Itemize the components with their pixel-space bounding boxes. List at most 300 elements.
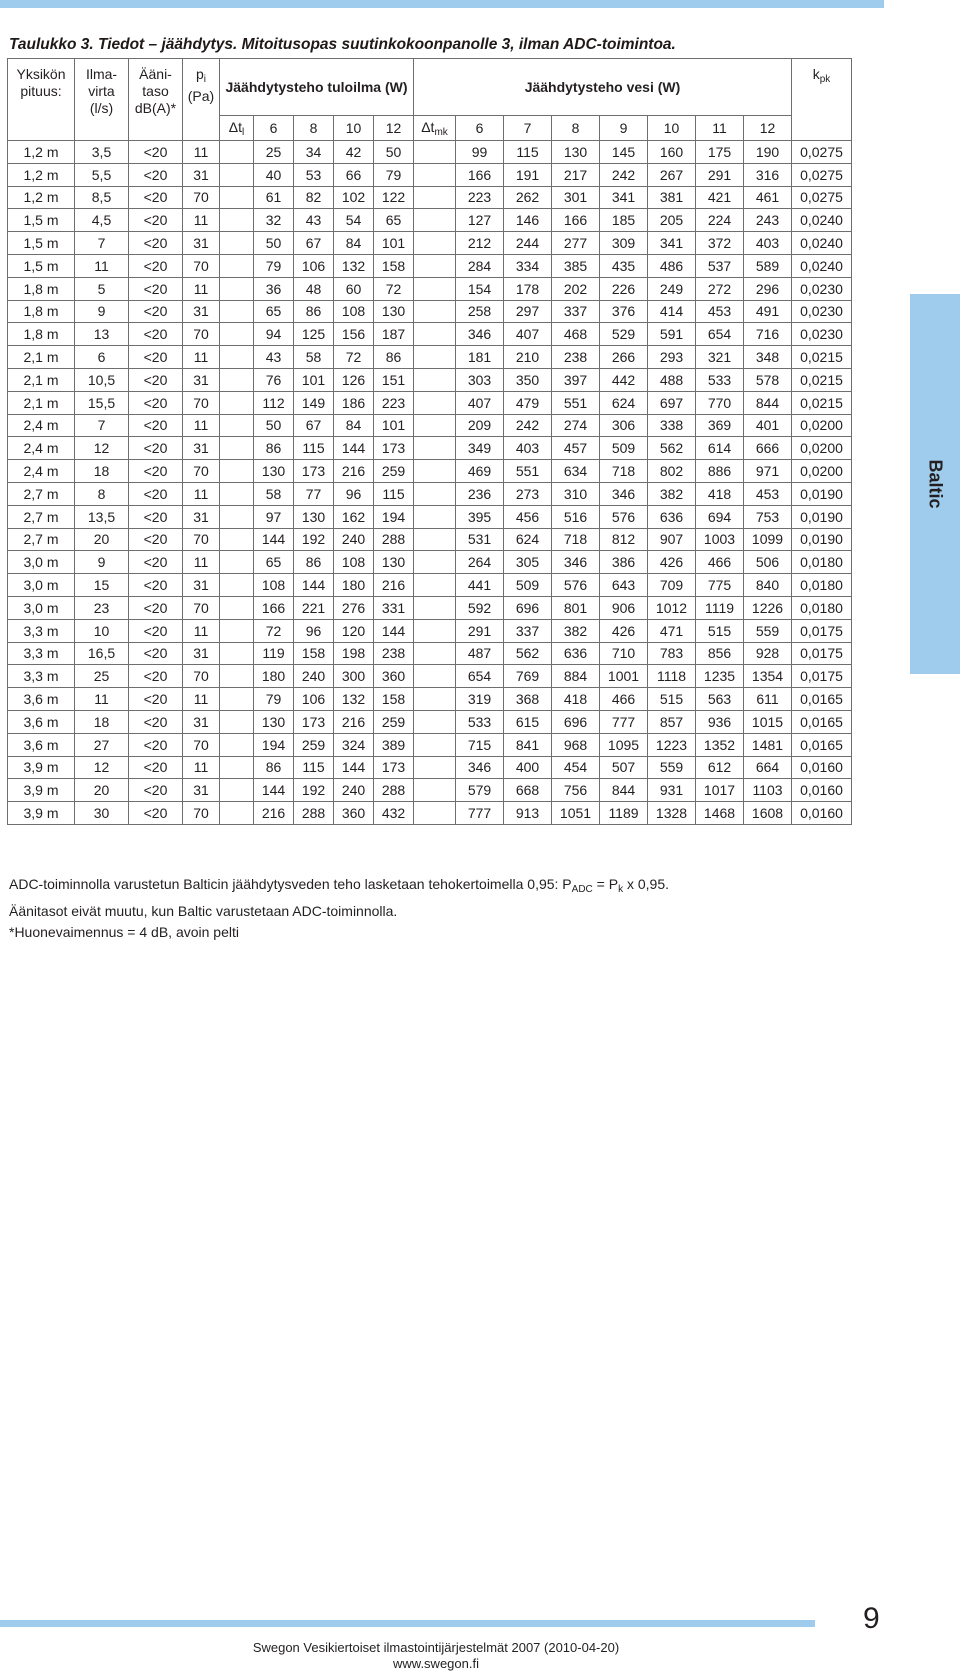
table-cell: 67: [294, 414, 334, 437]
header-air-dt-value: 12: [374, 116, 414, 141]
table-cell: 15,5: [75, 391, 129, 414]
table-cell: <20: [129, 528, 183, 551]
table-cell: [414, 209, 456, 232]
table-cell: 216: [374, 574, 414, 597]
table-cell: 403: [744, 232, 792, 255]
table-cell: <20: [129, 779, 183, 802]
table-cell: 1,8 m: [8, 277, 75, 300]
table-cell: [414, 186, 456, 209]
table-cell: 166: [552, 209, 600, 232]
table-cell: 31: [183, 642, 220, 665]
table-cell: 971: [744, 460, 792, 483]
table-cell: 1,2 m: [8, 186, 75, 209]
table-cell: [414, 437, 456, 460]
table-cell: 0,0180: [792, 574, 852, 597]
table-cell: 756: [552, 779, 600, 802]
table-cell: [414, 482, 456, 505]
table-cell: <20: [129, 346, 183, 369]
table-cell: 70: [183, 596, 220, 619]
table-cell: 50: [254, 232, 294, 255]
table-cell: 1354: [744, 665, 792, 688]
table-cell: 1226: [744, 596, 792, 619]
table-cell: 146: [504, 209, 552, 232]
table-cell: [220, 551, 254, 574]
table-cell: 0,0230: [792, 300, 852, 323]
table-cell: 70: [183, 254, 220, 277]
table-cell: 515: [648, 688, 696, 711]
table-cell: 192: [294, 779, 334, 802]
table-cell: 223: [456, 186, 504, 209]
table-cell: 1481: [744, 733, 792, 756]
header-water-dt-value: 6: [456, 116, 504, 141]
table-cell: 1223: [648, 733, 696, 756]
table-cell: 3,6 m: [8, 688, 75, 711]
table-cell: 127: [456, 209, 504, 232]
table-cell: [220, 368, 254, 391]
table-cell: 777: [600, 710, 648, 733]
table-cell: [414, 688, 456, 711]
table-cell: 11: [183, 688, 220, 711]
table-cell: 634: [552, 460, 600, 483]
header-water-dt-value: 12: [744, 116, 792, 141]
table-cell: 2,1 m: [8, 391, 75, 414]
table-cell: 144: [254, 779, 294, 802]
table-cell: 1,2 m: [8, 141, 75, 164]
table-row: [8, 209, 852, 232]
table-cell: 48: [294, 277, 334, 300]
table-cell: [414, 163, 456, 186]
table-cell: 0,0275: [792, 186, 852, 209]
table-cell: 668: [504, 779, 552, 802]
table-cell: 360: [334, 802, 374, 825]
top-accent-bar: [0, 0, 884, 8]
table-cell: 25: [75, 665, 129, 688]
table-cell: <20: [129, 756, 183, 779]
table-cell: 70: [183, 323, 220, 346]
table-cell: 11: [183, 277, 220, 300]
table-cell: [414, 254, 456, 277]
table-cell: [414, 733, 456, 756]
table-cell: 84: [334, 232, 374, 255]
table-cell: 435: [600, 254, 648, 277]
table-cell: 506: [744, 551, 792, 574]
table-cell: <20: [129, 551, 183, 574]
note-adc: ADC-toiminnolla varustetun Balticin jäähdytysveden teho lasketaan tehokertoimella 0,95: $P_{ADC} = P_k$ x 0,95.: [9, 876, 669, 895]
table-title: Taulukko 3. Tiedot – jäähdytys. Mitoitusopas suutinkokoonpanolle 3, ilman ADC-toimintoa.: [9, 36, 676, 53]
table-cell: 559: [744, 619, 792, 642]
table-cell: 96: [294, 619, 334, 642]
header-water-dt-value: 7: [504, 116, 552, 141]
table-cell: 697: [648, 391, 696, 414]
table-cell: 9: [75, 300, 129, 323]
table-cell: 0,0180: [792, 551, 852, 574]
table-cell: 2,7 m: [8, 505, 75, 528]
table-cell: 66: [334, 163, 374, 186]
table-cell: 487: [456, 642, 504, 665]
table-cell: 0,0215: [792, 391, 852, 414]
table-cell: 491: [744, 300, 792, 323]
table-cell: 61: [254, 186, 294, 209]
table-cell: 259: [374, 460, 414, 483]
table-cell: 456: [504, 505, 552, 528]
table-cell: 1189: [600, 802, 648, 825]
header-delta-t-water: $\Delta t_{mk}$: [414, 116, 456, 141]
table-cell: [220, 528, 254, 551]
table-row: [8, 596, 852, 619]
table-cell: 579: [456, 779, 504, 802]
table-cell: [220, 460, 254, 483]
table-cell: 130: [294, 505, 334, 528]
table-cell: 397: [552, 368, 600, 391]
table-cell: 244: [504, 232, 552, 255]
table-cell: 122: [374, 186, 414, 209]
table-cell: 533: [456, 710, 504, 733]
table-cell: 181: [456, 346, 504, 369]
table-cell: [414, 232, 456, 255]
table-cell: 173: [374, 756, 414, 779]
table-cell: 488: [648, 368, 696, 391]
table-cell: 240: [334, 779, 374, 802]
table-cell: 337: [552, 300, 600, 323]
table-cell: 3,9 m: [8, 756, 75, 779]
header-group-water: Jäähdytysteho vesi (W): [414, 59, 792, 116]
table-cell: 11: [183, 209, 220, 232]
table-cell: 145: [600, 141, 648, 164]
table-cell: 551: [552, 391, 600, 414]
table-cell: [220, 574, 254, 597]
table-cell: 346: [600, 482, 648, 505]
table-cell: [414, 665, 456, 688]
table-cell: <20: [129, 437, 183, 460]
table-cell: 2,4 m: [8, 460, 75, 483]
table-row: [8, 368, 852, 391]
table-cell: 94: [254, 323, 294, 346]
table-cell: 202: [552, 277, 600, 300]
table-cell: 205: [648, 209, 696, 232]
table-cell: 2,4 m: [8, 437, 75, 460]
table-cell: 801: [552, 596, 600, 619]
table-cell: 715: [456, 733, 504, 756]
table-cell: 840: [744, 574, 792, 597]
table-cell: 461: [744, 186, 792, 209]
table-cell: 3,3 m: [8, 619, 75, 642]
table-cell: 0,0230: [792, 277, 852, 300]
note-sound: Äänitasot eivät muutu, kun Baltic varustetaan ADC-toiminnolla.: [9, 902, 398, 919]
table-cell: 4,5: [75, 209, 129, 232]
table-cell: 108: [334, 300, 374, 323]
table-cell: <20: [129, 733, 183, 756]
table-row: [8, 551, 852, 574]
table-cell: 1608: [744, 802, 792, 825]
table-cell: <20: [129, 323, 183, 346]
table-cell: 0,0200: [792, 437, 852, 460]
table-row: [8, 460, 852, 483]
table-cell: 31: [183, 163, 220, 186]
table-cell: 70: [183, 528, 220, 551]
table-cell: 102: [334, 186, 374, 209]
table-cell: <20: [129, 209, 183, 232]
table-cell: 0,0240: [792, 232, 852, 255]
table-cell: 166: [254, 596, 294, 619]
table-cell: 1,5 m: [8, 232, 75, 255]
table-cell: 346: [552, 551, 600, 574]
table-cell: [414, 277, 456, 300]
table-cell: 296: [744, 277, 792, 300]
table-cell: 266: [600, 346, 648, 369]
table-cell: 968: [552, 733, 600, 756]
table-cell: 16,5: [75, 642, 129, 665]
table-cell: <20: [129, 141, 183, 164]
table-cell: <20: [129, 186, 183, 209]
table-cell: 559: [648, 756, 696, 779]
table-cell: 360: [374, 665, 414, 688]
table-cell: [220, 505, 254, 528]
table-cell: 223: [374, 391, 414, 414]
table-cell: 50: [254, 414, 294, 437]
table-cell: 132: [334, 254, 374, 277]
table-cell: 65: [254, 551, 294, 574]
cooling-data-table: [7, 58, 852, 825]
table-cell: 212: [456, 232, 504, 255]
table-cell: <20: [129, 665, 183, 688]
table-cell: 86: [254, 756, 294, 779]
table-cell: 31: [183, 300, 220, 323]
table-cell: 190: [744, 141, 792, 164]
table-cell: 9: [75, 551, 129, 574]
table-cell: 612: [696, 756, 744, 779]
table-row: [8, 710, 852, 733]
table-cell: 306: [600, 414, 648, 437]
table-cell: 479: [504, 391, 552, 414]
table-cell: 382: [648, 482, 696, 505]
table-cell: 77: [294, 482, 334, 505]
side-tab-label: Baltic: [925, 459, 946, 509]
table-cell: 216: [254, 802, 294, 825]
table-body: [8, 141, 852, 825]
table-cell: 259: [374, 710, 414, 733]
table-cell: 457: [552, 437, 600, 460]
table-cell: 753: [744, 505, 792, 528]
table-row: [8, 232, 852, 255]
table-row: [8, 505, 852, 528]
table-cell: 192: [294, 528, 334, 551]
table-cell: 509: [504, 574, 552, 597]
table-cell: 194: [254, 733, 294, 756]
table-cell: [220, 346, 254, 369]
table-cell: 0,0190: [792, 505, 852, 528]
table-cell: 1012: [648, 596, 696, 619]
table-cell: 592: [456, 596, 504, 619]
table-cell: 716: [744, 323, 792, 346]
table-cell: 0,0175: [792, 619, 852, 642]
header-water-dt-value: 8: [552, 116, 600, 141]
table-cell: 84: [334, 414, 374, 437]
table-cell: 471: [648, 619, 696, 642]
header-unit-length: Yksikön pituus:: [8, 59, 75, 141]
table-cell: 36: [254, 277, 294, 300]
table-cell: 276: [334, 596, 374, 619]
table-cell: 936: [696, 710, 744, 733]
table-cell: 624: [600, 391, 648, 414]
table-cell: 144: [334, 437, 374, 460]
table-cell: 1103: [744, 779, 792, 802]
table-cell: 418: [696, 482, 744, 505]
table-cell: 775: [696, 574, 744, 597]
table-cell: 30: [75, 802, 129, 825]
table-cell: 1051: [552, 802, 600, 825]
table-cell: 841: [504, 733, 552, 756]
table-cell: [220, 391, 254, 414]
table-cell: 185: [600, 209, 648, 232]
table-cell: 578: [744, 368, 792, 391]
table-row: [8, 779, 852, 802]
table-cell: 115: [504, 141, 552, 164]
table-cell: 709: [648, 574, 696, 597]
table-cell: <20: [129, 596, 183, 619]
table-cell: 407: [504, 323, 552, 346]
table-cell: 913: [504, 802, 552, 825]
table-cell: <20: [129, 414, 183, 437]
table-cell: 224: [696, 209, 744, 232]
table-row: [8, 482, 852, 505]
table-cell: 349: [456, 437, 504, 460]
header-air-dt-value: 8: [294, 116, 334, 141]
table-cell: 101: [294, 368, 334, 391]
table-cell: 106: [294, 688, 334, 711]
table-cell: 144: [254, 528, 294, 551]
table-cell: 130: [374, 300, 414, 323]
table-cell: 515: [696, 619, 744, 642]
table-cell: 857: [648, 710, 696, 733]
table-cell: 0,0165: [792, 688, 852, 711]
table-cell: [414, 414, 456, 437]
table-cell: 72: [254, 619, 294, 642]
table-cell: 453: [744, 482, 792, 505]
table-cell: 562: [648, 437, 696, 460]
table-cell: 589: [744, 254, 792, 277]
table-cell: 718: [600, 460, 648, 483]
header-delta-t-air: $\Delta t_l$: [220, 116, 254, 141]
table-cell: 531: [456, 528, 504, 551]
table-cell: 418: [552, 688, 600, 711]
table-row: [8, 254, 852, 277]
table-cell: 624: [504, 528, 552, 551]
table-cell: 175: [696, 141, 744, 164]
table-cell: 99: [456, 141, 504, 164]
table-row: [8, 642, 852, 665]
table-cell: 654: [456, 665, 504, 688]
table-cell: 173: [294, 460, 334, 483]
table-row: [8, 756, 852, 779]
table-cell: 385: [552, 254, 600, 277]
table-cell: 310: [552, 482, 600, 505]
table-cell: 441: [456, 574, 504, 597]
table-cell: 2,1 m: [8, 368, 75, 391]
table-cell: 0,0175: [792, 665, 852, 688]
table-cell: 11: [75, 254, 129, 277]
table-cell: 144: [374, 619, 414, 642]
table-cell: 180: [334, 574, 374, 597]
table-cell: 0,0160: [792, 756, 852, 779]
table-cell: 346: [456, 756, 504, 779]
table-cell: [220, 209, 254, 232]
table-cell: [220, 733, 254, 756]
table-cell: 3,0 m: [8, 596, 75, 619]
table-cell: 303: [456, 368, 504, 391]
table-cell: 79: [374, 163, 414, 186]
table-cell: 372: [696, 232, 744, 255]
table-cell: 11: [183, 414, 220, 437]
header-group-supply-air: Jäähdytysteho tuloilma (W): [220, 59, 414, 116]
table-cell: 173: [294, 710, 334, 733]
table-cell: 217: [552, 163, 600, 186]
table-cell: 130: [254, 710, 294, 733]
table-cell: 469: [456, 460, 504, 483]
table-cell: 537: [696, 254, 744, 277]
table-cell: <20: [129, 277, 183, 300]
table-cell: [220, 277, 254, 300]
table-cell: 319: [456, 688, 504, 711]
table-cell: 144: [334, 756, 374, 779]
table-cell: 453: [696, 300, 744, 323]
table-cell: 86: [294, 551, 334, 574]
table-cell: 611: [744, 688, 792, 711]
table-cell: 130: [254, 460, 294, 483]
table-cell: 381: [648, 186, 696, 209]
table-cell: 3,0 m: [8, 574, 75, 597]
table-cell: 216: [334, 460, 374, 483]
table-cell: 20: [75, 779, 129, 802]
table-cell: 1352: [696, 733, 744, 756]
table-cell: 158: [374, 254, 414, 277]
table-cell: [414, 346, 456, 369]
table-cell: 132: [334, 688, 374, 711]
table-cell: 1015: [744, 710, 792, 733]
table-cell: 1003: [696, 528, 744, 551]
table-cell: 236: [456, 482, 504, 505]
table-cell: 151: [374, 368, 414, 391]
table-cell: [220, 665, 254, 688]
table-cell: [220, 779, 254, 802]
table-cell: 1119: [696, 596, 744, 619]
table-cell: 856: [696, 642, 744, 665]
table-cell: 0,0180: [792, 596, 852, 619]
table-cell: <20: [129, 460, 183, 483]
table-cell: [220, 437, 254, 460]
table-cell: 210: [504, 346, 552, 369]
table-cell: 284: [456, 254, 504, 277]
table-cell: 31: [183, 368, 220, 391]
table-cell: 331: [374, 596, 414, 619]
table-cell: 27: [75, 733, 129, 756]
table-cell: 710: [600, 642, 648, 665]
table-cell: 272: [696, 277, 744, 300]
table-cell: 389: [374, 733, 414, 756]
table-cell: 86: [254, 437, 294, 460]
table-cell: 8: [75, 482, 129, 505]
table-cell: 97: [254, 505, 294, 528]
header-air-dt-value: 6: [254, 116, 294, 141]
table-cell: 101: [374, 232, 414, 255]
table-cell: [414, 551, 456, 574]
table-cell: 242: [504, 414, 552, 437]
header-water-dt-value: 11: [696, 116, 744, 141]
table-cell: [220, 232, 254, 255]
table-cell: 2,1 m: [8, 346, 75, 369]
table-cell: [414, 779, 456, 802]
table-cell: 43: [254, 346, 294, 369]
table-cell: 186: [334, 391, 374, 414]
